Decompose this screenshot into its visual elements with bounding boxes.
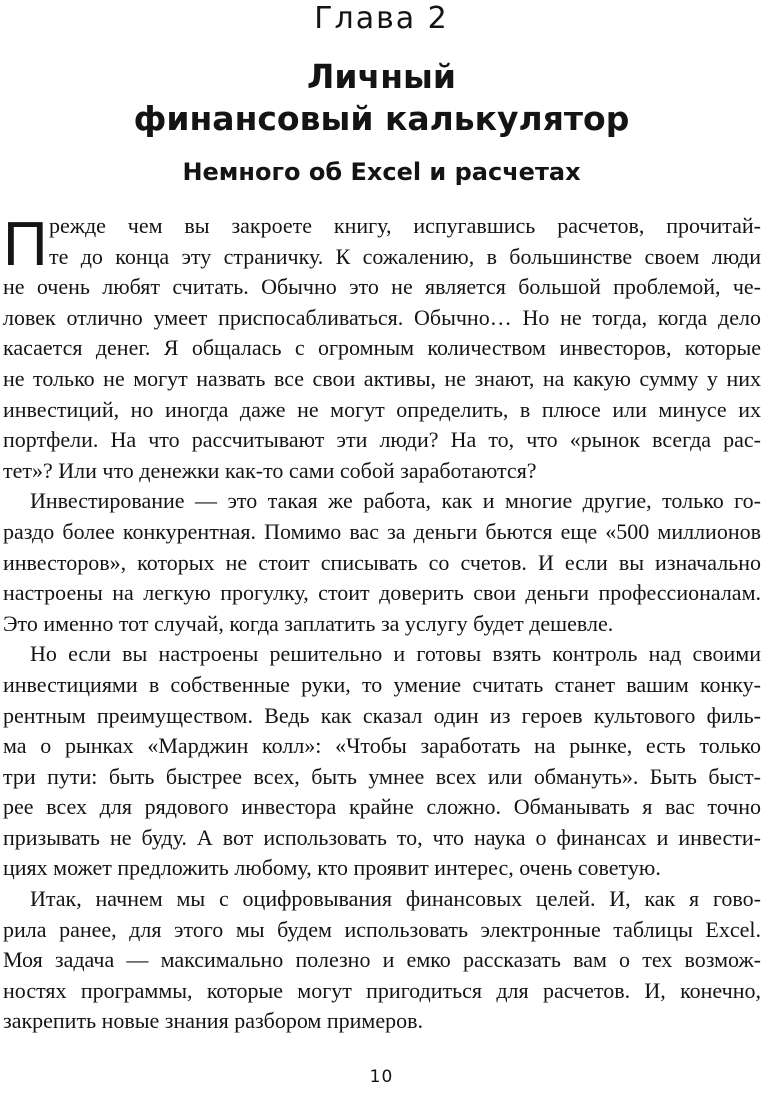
text-line: призывать не буду. А вот использовать то, что наука о финансах и инвести- <box>3 824 761 850</box>
chapter-title-line: Личный <box>307 57 456 96</box>
text-line: рее всех для рядового инвестора крайне сложно. Обманывать я вас точно <box>3 794 761 820</box>
text-line: закрепить новые знания разбором примеров. <box>3 1008 423 1034</box>
chapter-title-line: финансовый калькулятор <box>133 99 630 138</box>
text-line: Это именно тот случай, когда заплатить за услугу будет дешевле. <box>3 610 614 636</box>
paragraph <box>3 884 761 1037</box>
paragraph <box>3 211 761 486</box>
text-line: ма о рынках «Марджин колл»: «Чтобы заработать на рынке, есть только <box>3 733 761 759</box>
text-line: раздо более конкурентная. Помимо вас за деньги бьются еще «500 миллионов <box>3 518 761 544</box>
body-text <box>3 211 761 1037</box>
drop-cap: П <box>3 210 48 279</box>
text-line: не только не могут назвать все свои активы, не знают, на какую сумму у них <box>3 365 761 391</box>
text-line: касается денег. Я общалась с огромным количеством инвесторов, которые <box>3 335 761 361</box>
section-title: Немного об Excel и расчетах <box>182 158 581 186</box>
text-line: рентным преимуществом. Ведь как сказал один из героев культового филь- <box>3 702 761 728</box>
text-line: тет»? Или что денежки как-то сами собой заработаются? <box>3 457 537 483</box>
text-line: инвестиций, но иногда даже не могут определить, в плюсе или минусе их <box>3 396 761 422</box>
text-line: портфели. На что рассчитывают эти люди? На то, что «рынок всегда рас- <box>3 427 761 453</box>
text-line: режде чем вы закроете книгу, испугавшись расчетов, прочитай- <box>49 213 761 238</box>
text-line: те до конца эту страничку. К сожалению, в большинстве своем люди <box>49 243 761 269</box>
paragraph <box>3 639 761 884</box>
text-line: ностях программы, которые могут пригодиться для расчетов. И, конечно, <box>3 977 761 1003</box>
text-line: Инвестирование — это такая же работа, как и многие другие, только го- <box>30 488 761 514</box>
text-line: инвестициями в собственные руки, то умение считать станет вашим конку- <box>3 671 761 697</box>
text-line: три пути: быть быстрее всех, быть умнее всех или обмануть». Быть быст- <box>3 763 761 789</box>
chapter-label: Глава 2 <box>314 1 449 36</box>
text-line: не очень любят считать. Обычно это не является большой проблемой, че- <box>3 274 761 300</box>
text-line: настроены на легкую прогулку, стоит доверить свои деньги профессионалам. <box>3 580 761 606</box>
text-line: ловек отлично умеет приспосабливаться. Обычно… Но не тогда, когда дело <box>3 304 761 330</box>
chapter-title <box>0 56 763 140</box>
page-number: 10 <box>369 1067 394 1087</box>
paragraph <box>3 486 761 639</box>
text-line: циях может предложить любому, кто проявит интерес, очень советую. <box>3 855 661 881</box>
text-line: Моя задача — максимально полезно и емко рассказать вам о тех возмож- <box>3 947 761 973</box>
text-line: Но если вы настроены решительно и готовы взять контроль над своими <box>30 641 761 667</box>
text-line: рила ранее, для этого мы будем использовать электронные таблицы Excel. <box>3 916 761 942</box>
text-line: инвесторов», которых не стоит списывать со счетов. И если вы изначально <box>3 549 761 575</box>
text-line: Итак, начнем мы с оцифровывания финансовых целей. И, как я гово- <box>30 886 761 912</box>
